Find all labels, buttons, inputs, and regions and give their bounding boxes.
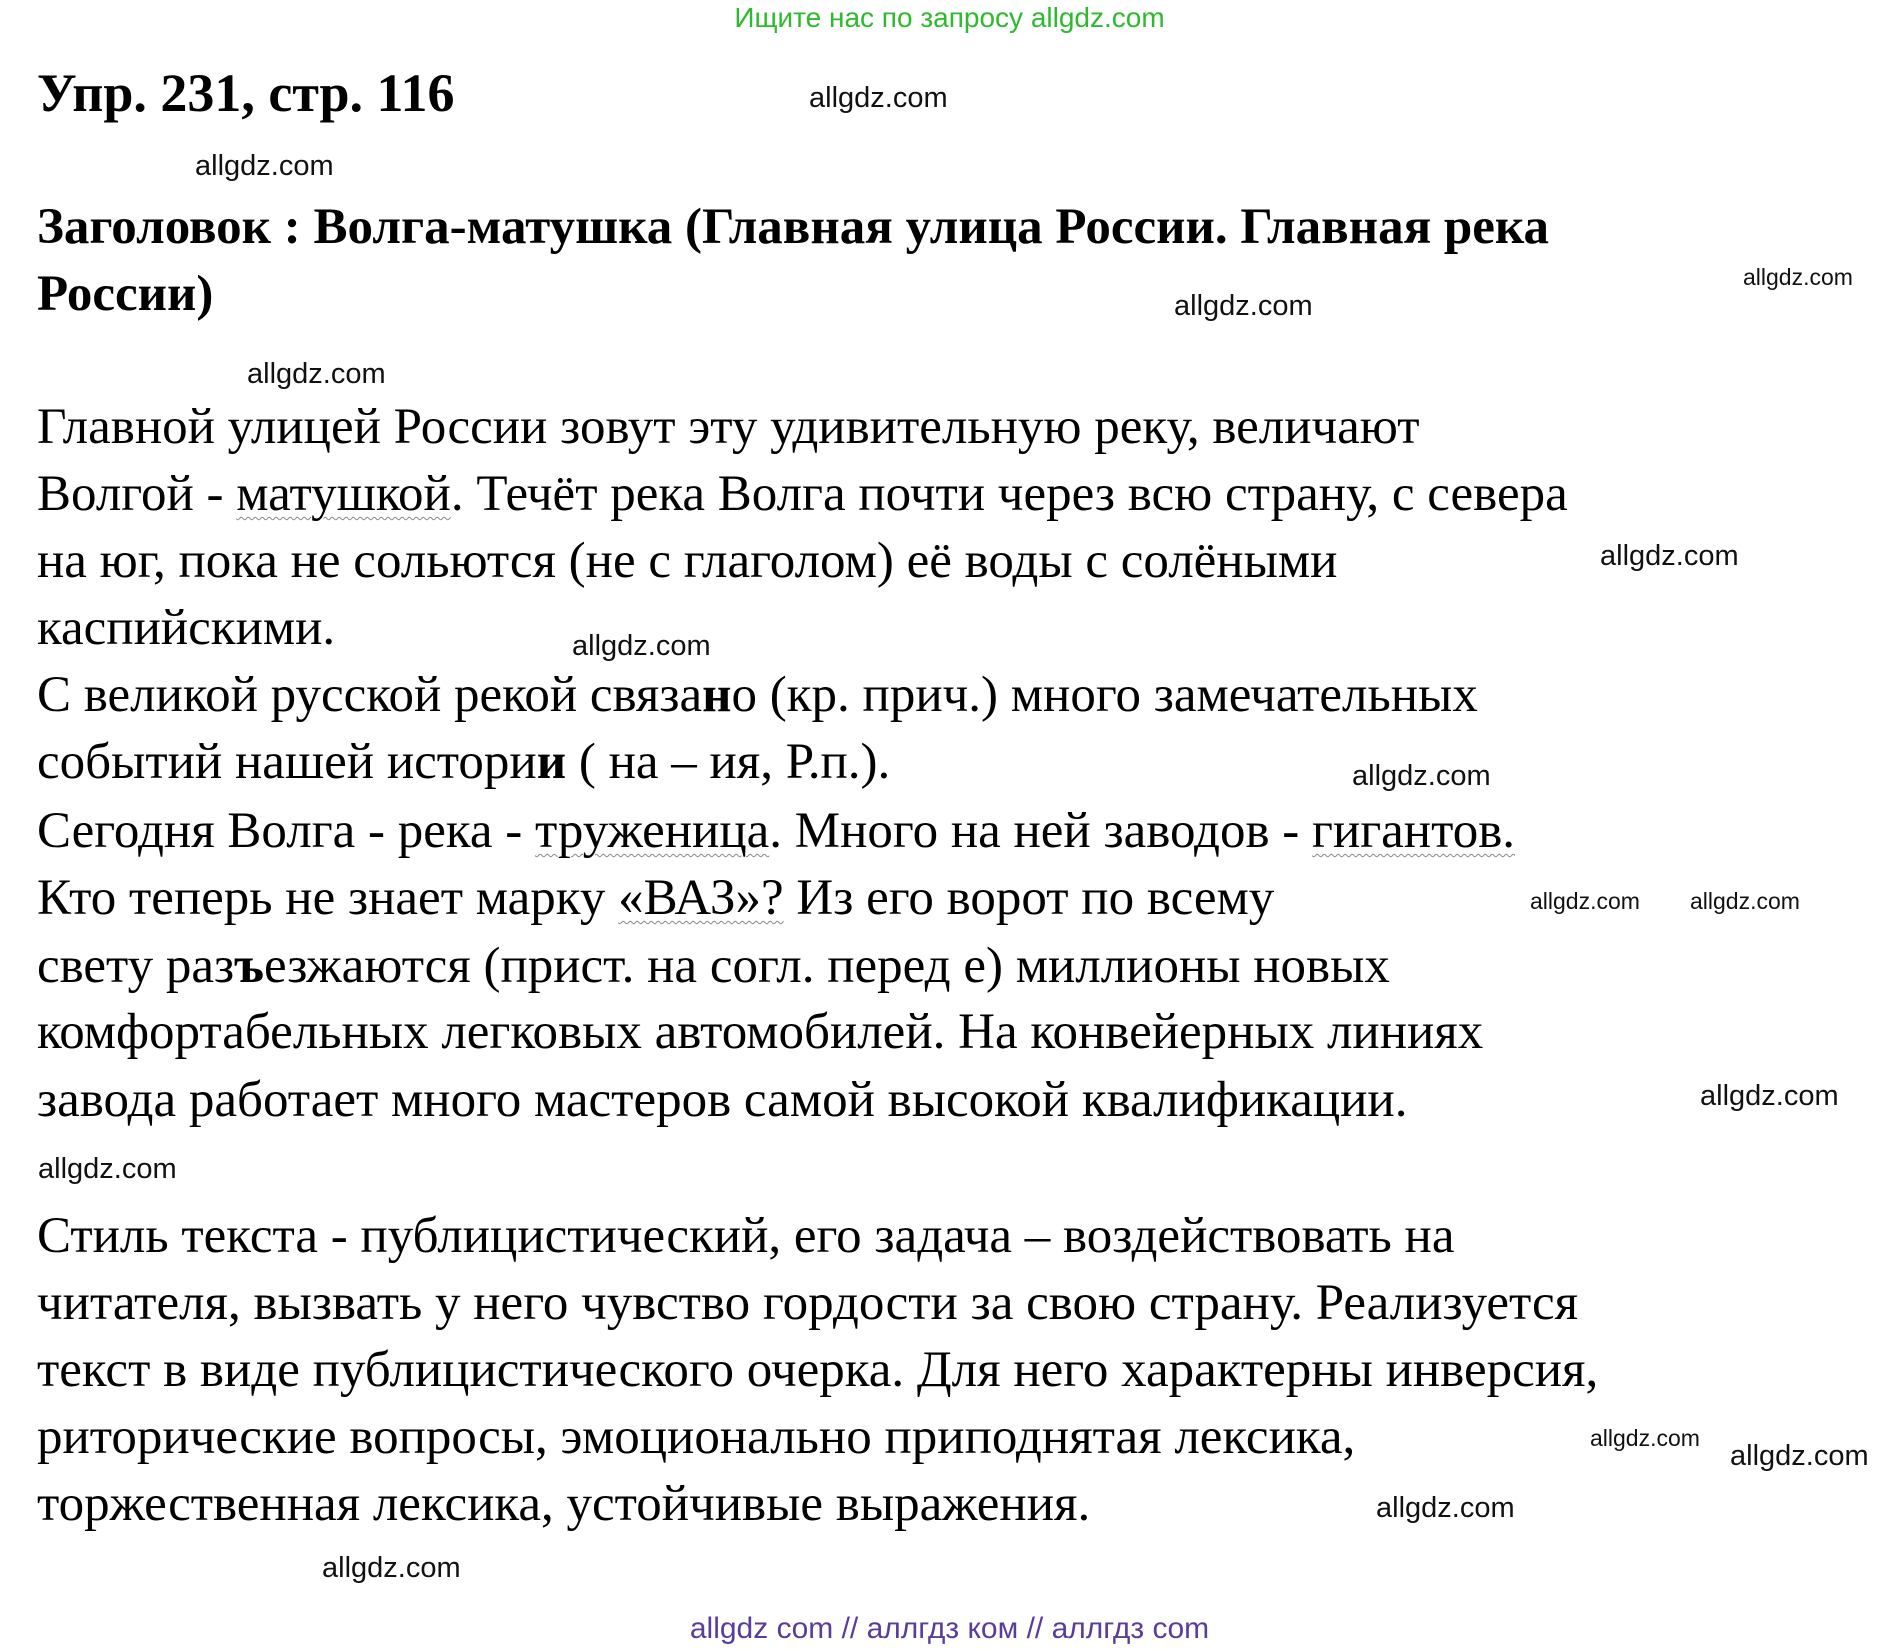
watermark: allgdz.com (247, 358, 386, 390)
body-line (37, 937, 1390, 995)
watermark: allgdz.com (1743, 264, 1853, 290)
body-line (37, 1207, 1454, 1265)
text-segment: С великой русской рекой связа (37, 667, 703, 723)
text-segment: . Много на ней заводов - (769, 803, 1313, 859)
text-segment: событий нашей истори (37, 734, 537, 790)
text-segment: торжественная лексика, устойчивые выражения. (37, 1476, 1091, 1532)
text-segment: ( на – ия, Р.п.). (566, 734, 891, 790)
text-heading-line-2: России) (37, 266, 214, 322)
body-line (37, 1341, 1598, 1399)
text-segment: свету раз (37, 938, 235, 994)
text-segment: Сегодня Волга - река - (37, 803, 535, 859)
text-segment: езжаются (прист. на согл. перед е) миллионы новых (263, 938, 1390, 994)
body-line (37, 666, 1478, 724)
watermark: allgdz.com (1352, 760, 1491, 792)
text-segment: Из его ворот по всему (783, 870, 1275, 926)
text-segment: комфортабельных легковых автомобилей. На конвейерных линиях (37, 1004, 1484, 1060)
body-line (37, 733, 890, 791)
watermark: allgdz.com (809, 82, 948, 114)
text-heading-line-1: Заголовок : Волга-матушка (Главная улица России. Главная река (37, 199, 1550, 255)
text-segment: о (кр. прич.) много замечательных (731, 667, 1478, 723)
text-segment: каспийскими. (37, 600, 336, 656)
text-segment: . Течёт река Волга почти через всю страну, с севера (450, 466, 1568, 522)
watermark: allgdz.com (1690, 888, 1800, 914)
footer-links: allgdz com // аллгдз ком // аллгдз com (689, 1612, 1210, 1645)
watermark: allgdz.com (1600, 540, 1739, 572)
text-segment: текст в виде публицистического очерка. Для него характерны инверсия, (37, 1342, 1599, 1398)
watermark: allgdz.com (195, 150, 334, 182)
highlighted-letter: н (702, 667, 732, 723)
spellcheck-underlined-word: «ВАЗ»? (618, 870, 784, 926)
watermark: allgdz.com (38, 1153, 177, 1185)
body-line (37, 599, 335, 657)
exercise-title: Упр. 231, стр. 116 (37, 63, 455, 123)
spellcheck-underlined-word: матушкой (236, 466, 451, 522)
body-line (37, 398, 1420, 456)
body-line (37, 1274, 1578, 1332)
body-line (37, 465, 1568, 523)
body-line (37, 1475, 1090, 1533)
text-segment: на юг, пока не сольются (не с глаголом) её воды с солёными (37, 533, 1338, 589)
watermark: allgdz.com (1730, 1440, 1869, 1472)
text-segment: Главной улицей России зовут эту удивительную реку, величают (37, 399, 1420, 455)
text-segment: Кто теперь не знает марку (37, 870, 619, 926)
text-segment: риторические вопросы, эмоционально приподнятая лексика, (37, 1409, 1356, 1465)
watermark: allgdz.com (1174, 290, 1313, 322)
text-segment: Волгой - (37, 466, 237, 522)
watermark: allgdz.com (572, 630, 711, 662)
watermark: allgdz.com (1376, 1492, 1515, 1524)
body-line (37, 802, 1515, 860)
watermark: allgdz.com (1700, 1080, 1839, 1112)
body-line (37, 1003, 1483, 1061)
text-segment: Стиль текста - публицистический, его задача – воздействовать на (37, 1208, 1455, 1264)
search-banner: Ищите нас по запросу allgdz.com (734, 2, 1165, 33)
highlighted-letter: и (536, 734, 567, 790)
body-line (37, 1071, 1407, 1129)
text-segment: завода работает много мастеров самой высокой квалификации. (37, 1072, 1408, 1128)
body-line (37, 1408, 1355, 1466)
highlighted-letter: ъ (234, 938, 264, 994)
text-segment: читателя, вызвать у него чувство гордости за свою страну. Реализуется (37, 1275, 1579, 1331)
body-line (37, 532, 1337, 590)
watermark: allgdz.com (1590, 1425, 1700, 1451)
spellcheck-underlined-word: труженица (535, 803, 770, 859)
watermark: allgdz.com (1530, 888, 1640, 914)
watermark: allgdz.com (322, 1552, 461, 1584)
spellcheck-underlined-word: гигантов. (1312, 803, 1516, 859)
body-line (37, 869, 1274, 927)
